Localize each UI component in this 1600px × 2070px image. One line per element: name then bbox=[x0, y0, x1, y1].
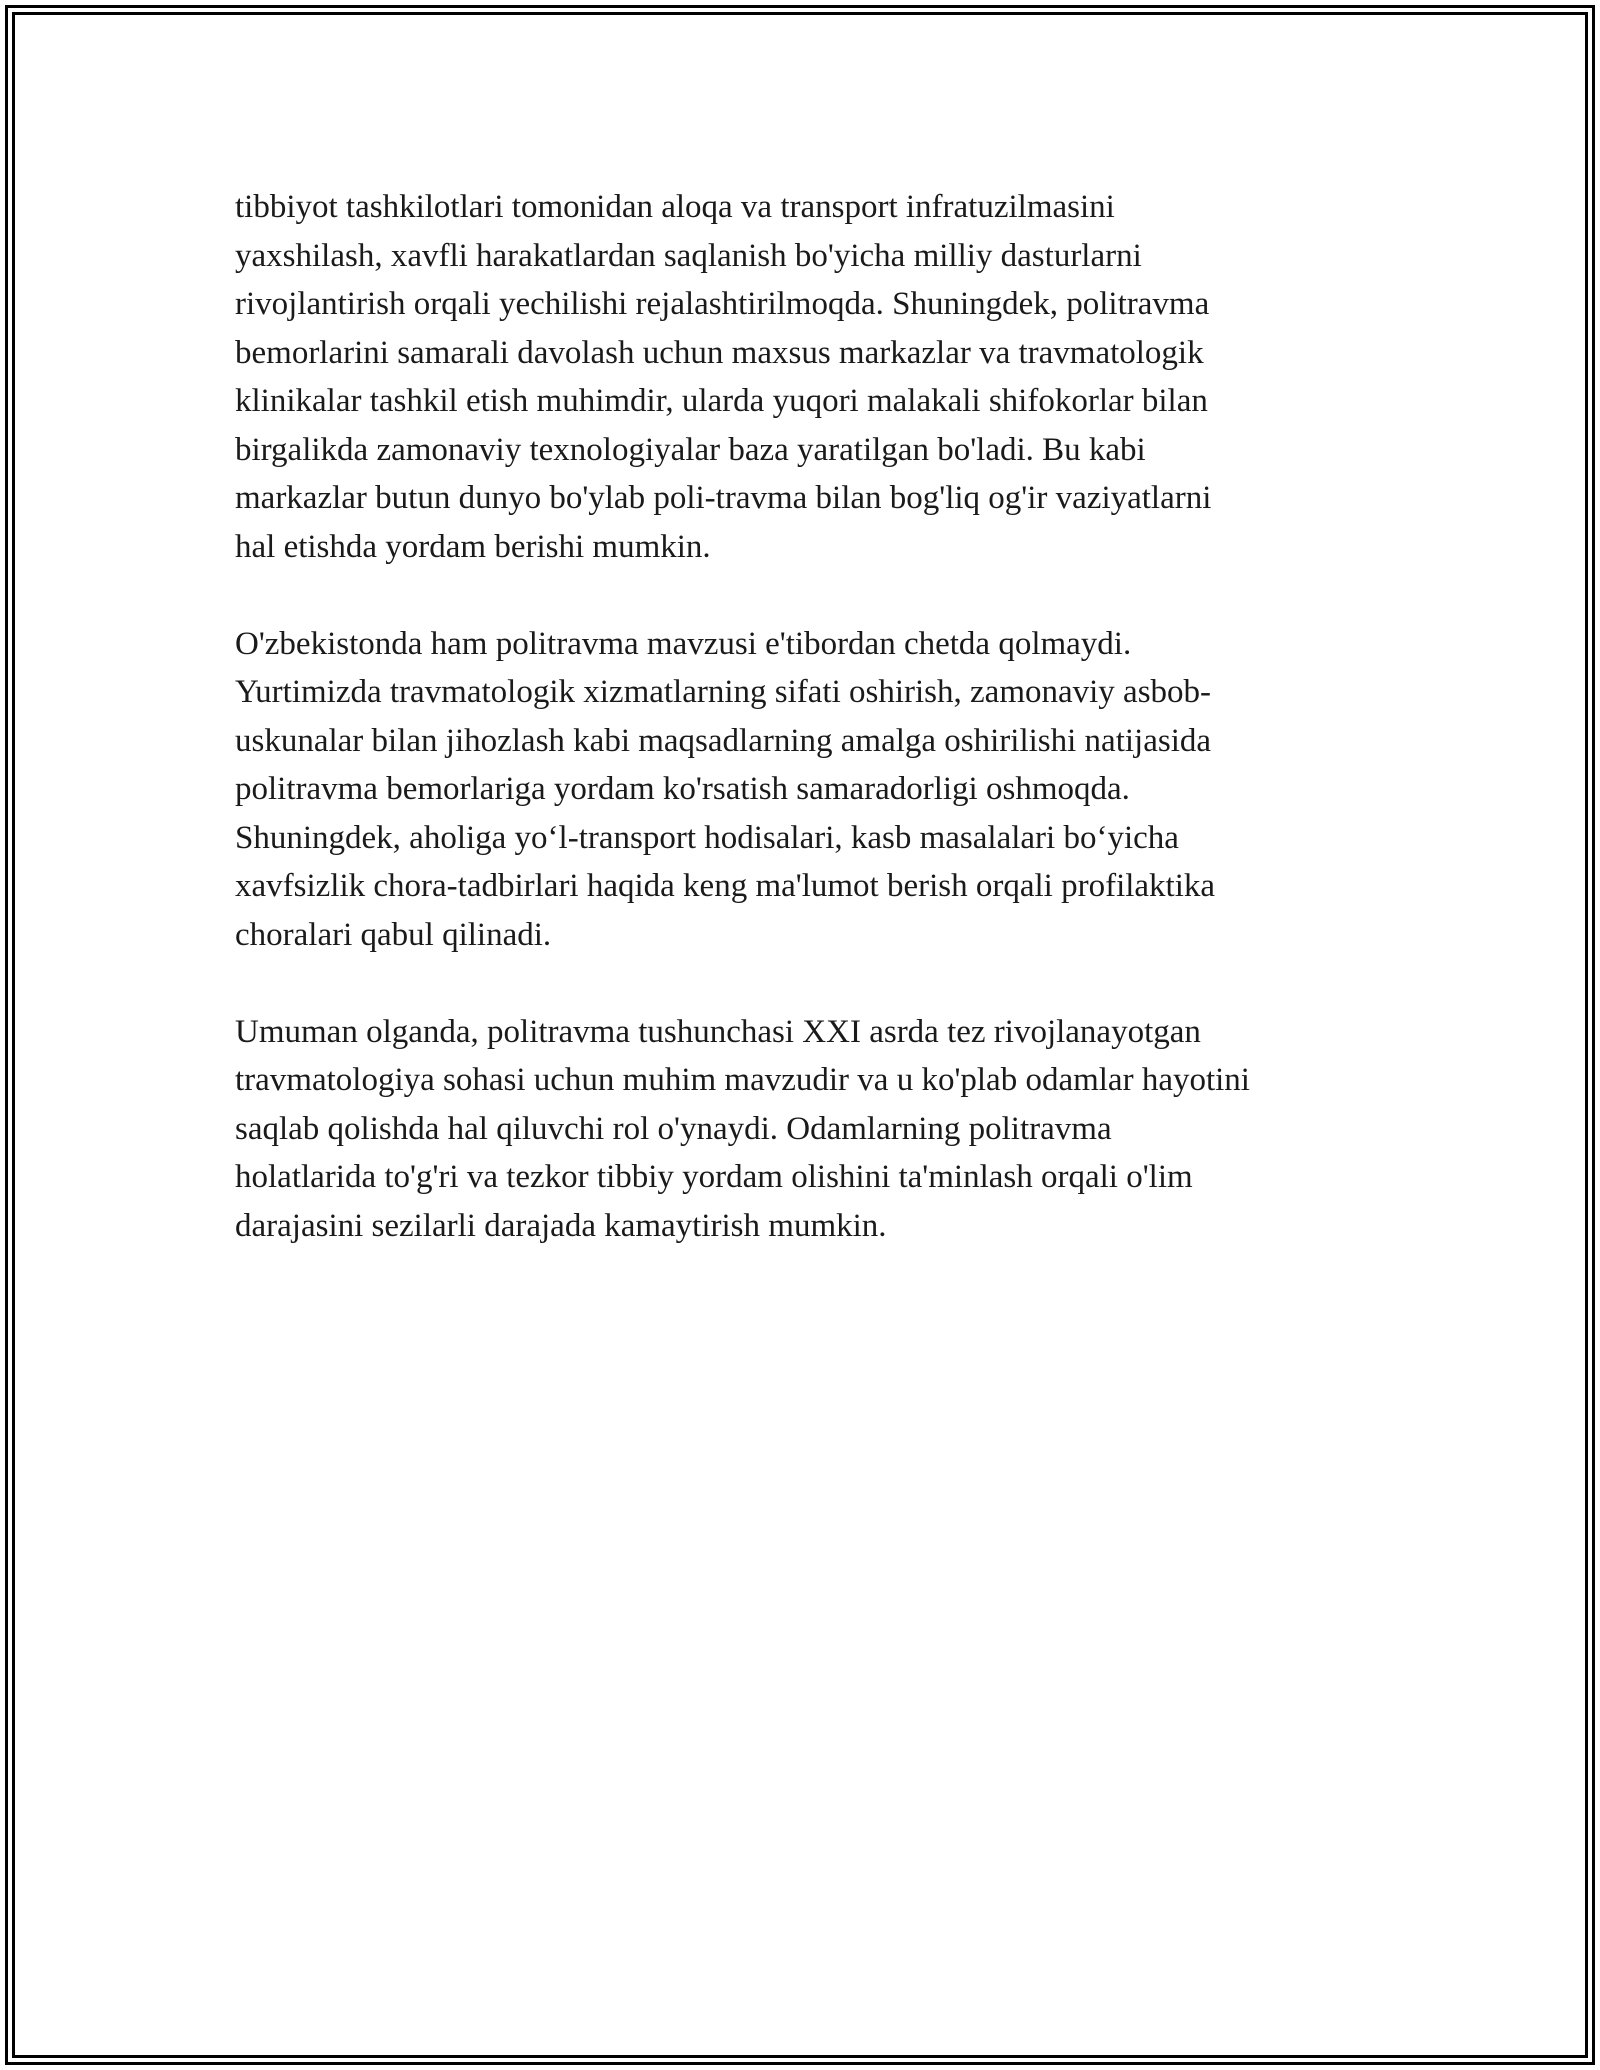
text-line: holatlarida to'g'ri va tezkor tibbiy yordam olishini ta'minlash orqali o'lim bbox=[235, 1159, 1193, 1195]
text-line: hal etishda yordam berishi mumkin. bbox=[235, 528, 711, 565]
text-line: Yurtimizda travmatologik xizmatlarning sifati oshirish, zamonaviy asbob- bbox=[235, 674, 1212, 710]
text-line: travmatologiya sohasi uchun muhim mavzudir va u ko'plab odamlar hayotini bbox=[235, 1062, 1250, 1098]
document-body bbox=[235, 183, 1385, 1299]
text-line: uskunalar bilan jihozlash kabi maqsadlarning amalga oshirilishi natijasida bbox=[235, 722, 1212, 759]
text-line: O'zbekistonda ham politravma mavzusi e'tibordan chetda qolmaydi. bbox=[235, 625, 1132, 662]
text-line: choralari qabul qilinadi. bbox=[235, 916, 552, 953]
text-line: politravma bemorlariga yordam ko'rsatish samaradorligi oshmoqda. bbox=[235, 771, 1130, 807]
paragraph-2 bbox=[235, 620, 1385, 960]
text-line: markazlar butun dunyo bo'ylab poli-travma bilan bog'liq og'ir vaziyatlarni bbox=[235, 480, 1212, 516]
text-line: birgalikda zamonaviy texnologiyalar baza yaratilgan bo'ladi. Bu kabi bbox=[235, 431, 1146, 468]
text-line: saqlab qolishda hal qiluvchi rol o'ynaydi. Odamlarning politravma bbox=[235, 1110, 1112, 1147]
text-line: Shuningdek, aholiga yo‘l-transport hodisalari, kasb masalalari bo‘yicha bbox=[235, 819, 1179, 856]
text-line: rivojlantirish orqali yechilishi rejalashtirilmoqda. Shuningdek, politravma bbox=[235, 286, 1210, 322]
text-line: klinikalar tashkil etish muhimdir, ularda yuqori malakali shifokorlar bilan bbox=[235, 383, 1208, 419]
text-line: yaxshilash, xavfli harakatlardan saqlanish bo'yicha milliy dasturlarni bbox=[235, 237, 1142, 274]
paragraph-3 bbox=[235, 1008, 1385, 1251]
text-line: xavfsizlik chora-tadbirlari haqida keng ma'lumot berish orqali profilaktika bbox=[235, 868, 1216, 904]
paragraph-1 bbox=[235, 183, 1385, 571]
text-line: tibbiyot tashkilotlari tomonidan aloqa va transport infratuzilmasini bbox=[235, 189, 1115, 225]
text-line: bemorlarini samarali davolash uchun maxsus markazlar va travmatologik bbox=[235, 334, 1204, 371]
text-line: darajasini sezilarli darajada kamaytirish mumkin. bbox=[235, 1207, 887, 1244]
text-line: Umuman olganda, politravma tushunchasi XXI asrda tez rivojlanayotgan bbox=[235, 1013, 1201, 1050]
